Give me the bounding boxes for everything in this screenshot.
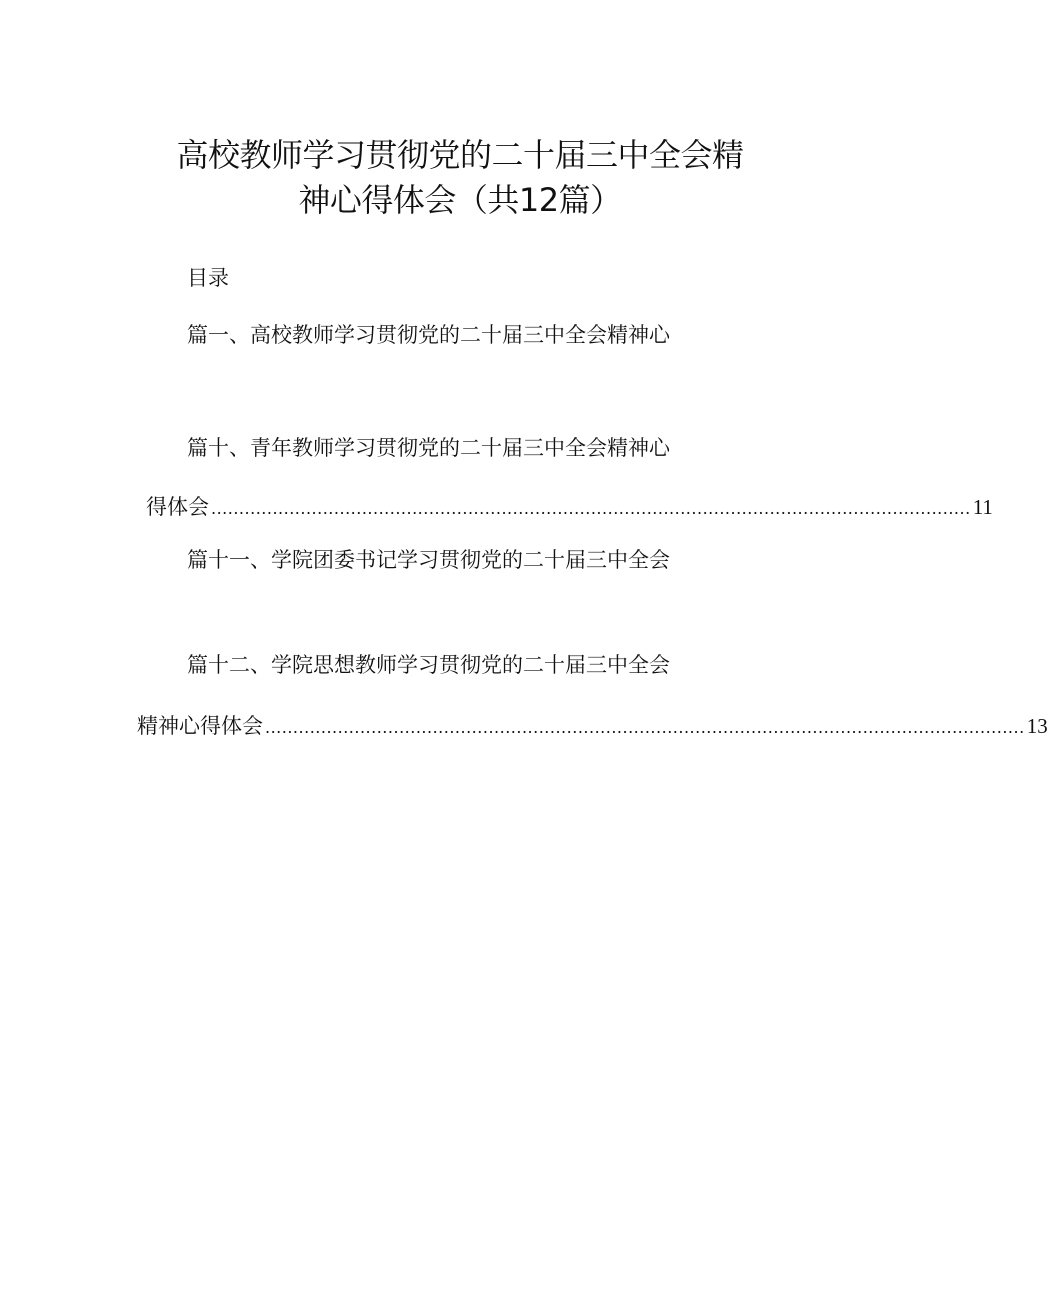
toc-entry-4-page-number: 13: [1026, 714, 1048, 738]
toc-entry-3[interactable]: 篇十一、学院团委书记学习贯彻党的二十届三中全会: [187, 548, 670, 572]
toc-heading: 目录: [187, 266, 229, 290]
toc-entry-2-line-2[interactable]: [146, 492, 993, 524]
toc-entry-4-line-1[interactable]: 篇十二、学院思想教师学习贯彻党的二十届三中全会: [187, 653, 670, 677]
document-title-line-1: 高校教师学习贯彻党的二十届三中全会精: [176, 136, 744, 174]
toc-entry-4-text: 精神心得体会: [137, 714, 263, 738]
toc-entry-2-text: 得体会: [146, 495, 209, 519]
toc-entry-1[interactable]: 篇一、高校教师学习贯彻党的二十届三中全会精神心: [187, 323, 670, 347]
toc-dot-leader: ........................................................................................................................................: [211, 499, 971, 518]
toc-dot-leader: ........................................................................................................................................: [265, 718, 1025, 737]
toc-entry-2-line-1[interactable]: 篇十、青年教师学习贯彻党的二十届三中全会精神心: [187, 436, 670, 460]
toc-entry-2-page-number: 11: [972, 495, 993, 519]
toc-entry-4-line-2[interactable]: [137, 711, 1048, 743]
document-title-line-2: 神心得体会（共12篇）: [298, 181, 622, 219]
